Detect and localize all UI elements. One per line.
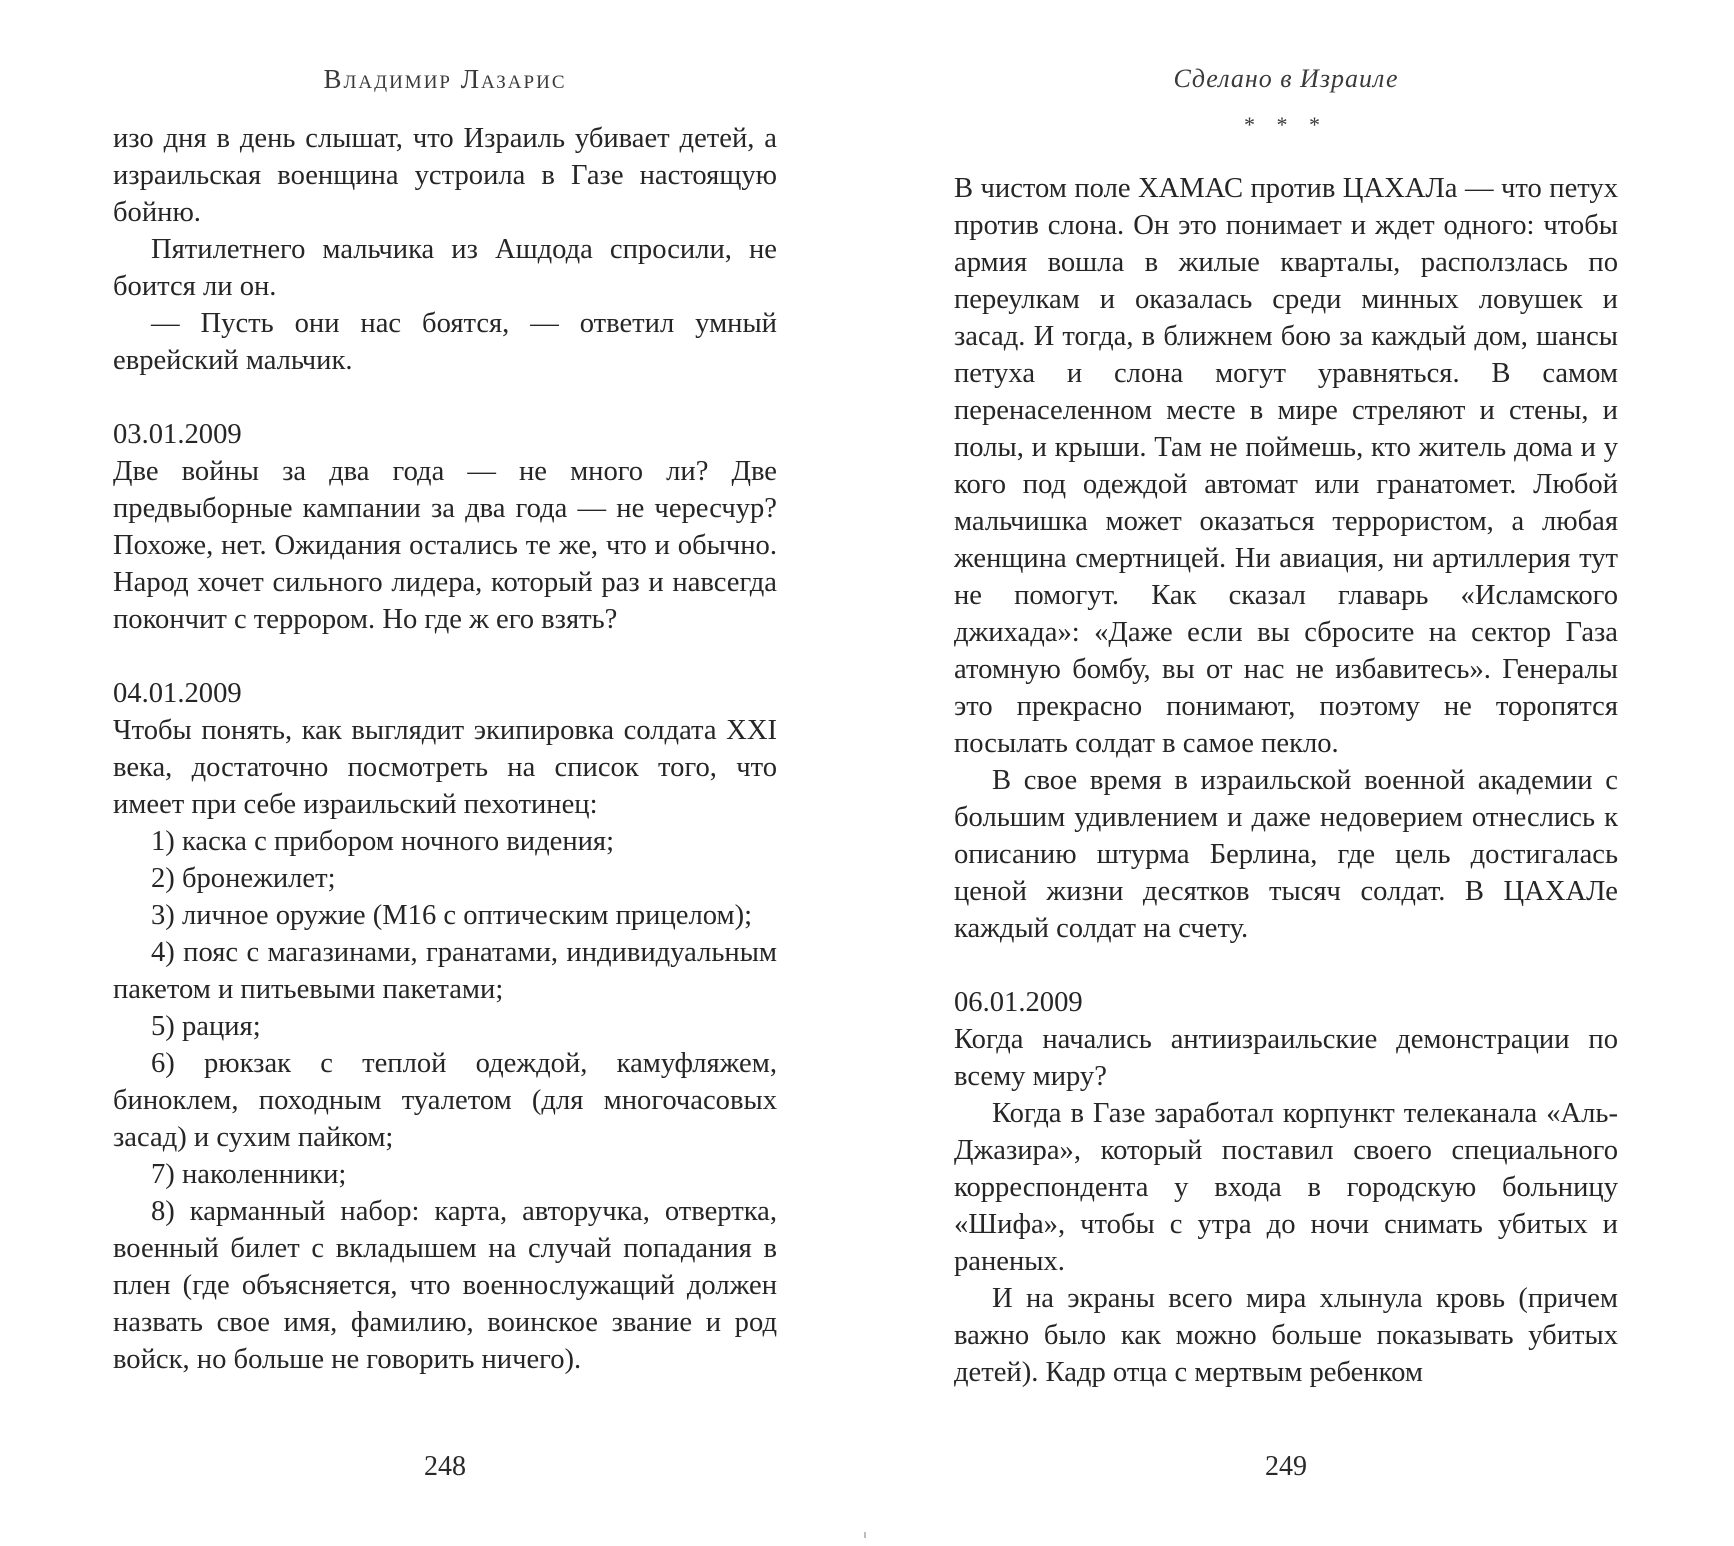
entry-date-1: 03.01.2009 xyxy=(113,419,242,450)
list-item: 6) рюкзак с теплой одеждой, камуфляжем, биноклем, походным туалетом (для многочасовых засад) и сухим пайком; xyxy=(113,1048,777,1153)
list-item: 7) наколенники; xyxy=(151,1159,347,1190)
right-page xyxy=(954,0,1618,1546)
left-page xyxy=(113,0,777,1546)
body-paragraph-4: И на экраны всего мира хлынула кровь (причем важно было как можно больше показывать убитых детей). Кадр отца с мертвым ребенком xyxy=(954,1283,1618,1388)
entry-date-3: 06.01.2009 xyxy=(954,987,1083,1018)
list-item: 3) личное оружие (М16 с оптическим прицелом); xyxy=(151,900,753,931)
gutter-mark xyxy=(864,1532,866,1538)
body-paragraph-1: В чистом поле ХАМАС против ЦАХАЛа — что петух против слона. Он это понимает и ждет одного: чтобы армия вошла в жилые кварталы, расползлась по переулкам и оказалась среди минных ловушек и засад. И тогда, в ближнем бою за каждый дом, шансы петуха и слона могут уравняться. В самом перенаселенном месте в мире стреляют и стены, и полы, и крыши. Там не поймешь, кто житель дома и у кого под одеждой автомат или гранатомет. Любой мальчишка может оказаться террористом, а любая женщина смертницей. Ни авиация, ни артиллерия тут не помогут. Как сказал главарь «Исламского джихада»: «Даже если вы сбросите на сектор Газа атомную бомбу, вы от нас не избавитесь». Генералы это прекрасно понимают, поэтому не торопятся посылать солдат в самое пекло. xyxy=(954,173,1618,759)
list-item: 5) рация; xyxy=(151,1011,261,1042)
page-number-right: 249 xyxy=(1265,1451,1307,1482)
answer-paragraph: — Пусть они нас боятся, — ответил умный еврейский мальчик. xyxy=(113,308,777,376)
entry-date-2: 04.01.2009 xyxy=(113,678,242,709)
section-separator: * * * xyxy=(1244,112,1328,137)
list-item: 4) пояс с магазинами, гранатами, индивидуальным пакетом и питьевыми пакетами; xyxy=(113,937,777,1005)
intro-paragraph: изо дня в день слышат, что Израиль убивает детей, а израильская военщина устроила в Газе настоящую бойню. xyxy=(113,123,777,228)
section-gap xyxy=(113,638,777,675)
title-running-head: Сделано в Израиле xyxy=(1173,64,1399,93)
boy-paragraph: Пятилетнего мальчика из Ашдода спросили, не боится ли он. xyxy=(113,234,777,302)
section-gap xyxy=(954,947,1618,984)
list-item: 2) бронежилет; xyxy=(151,863,336,894)
section-gap xyxy=(113,379,777,416)
left-page-text xyxy=(113,120,777,1378)
entry-question: Когда начались антиизраильские демонстрации по всему миру? xyxy=(954,1024,1618,1092)
entry-paragraph-1: Две войны за два года — не много ли? Две предвыборные кампании за два года — не чересчур? Похоже, нет. Ожидания остались те же, что и обычно. Народ хочет сильного лидера, который раз и навсегда покончит с террором. Но где ж его взять? xyxy=(113,456,777,635)
body-paragraph-2: В свое время в израильской военной академии с большим удивлением и даже недоверием отнеслись к описанию штурма Берлина, где цель достигалась ценой жизни десятков тысяч солдат. В ЦАХАЛе каждый солдат на счету. xyxy=(954,765,1618,944)
body-paragraph-3: Когда в Газе заработал корпункт телеканала «Аль-Джазира», который поставил своего специального корреспондента у входа в городскую больницу «Шифа», чтобы с утра до ночи снимать убитых и раненых. xyxy=(954,1098,1618,1277)
entry-paragraph-2: Чтобы понять, как выглядит экипировка солдата XXI века, достаточно посмотреть на список того, что имеет при себе израильский пехотинец: xyxy=(113,715,777,820)
list-item: 1) каска с прибором ночного видения; xyxy=(151,826,615,857)
list-item: 8) карманный набор: карта, авторучка, отвертка, военный билет с вкладышем на случай попадания в плен (где объясняется, что военнослужащий должен назвать свое имя, фамилию, воинское звание и род войск, но больше не говорить ничего). xyxy=(113,1196,777,1375)
page-number-left: 248 xyxy=(424,1451,466,1482)
right-page-text xyxy=(954,170,1618,1391)
author-running-head: Владимир Лазарис xyxy=(323,64,567,94)
